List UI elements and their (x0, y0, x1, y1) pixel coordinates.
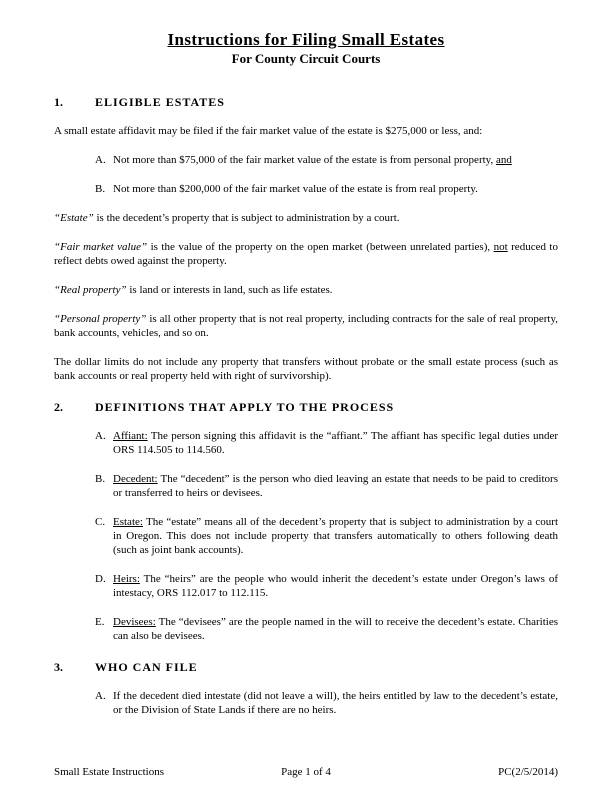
list-item-text: If the decedent died intestate (did not leave a will), the heirs entitled by law to the decedent’s estate, or the Division of State Lands if there are no heirs. (113, 690, 558, 716)
section-1-heading (54, 95, 558, 109)
list-marker: D. (95, 573, 106, 585)
list-item-1a (54, 153, 558, 167)
footer-form-code: PC(2/5/2014) (498, 766, 558, 778)
list-item-2d-heirs (54, 572, 558, 600)
list-marker: E. (95, 616, 105, 628)
list-marker: A. (95, 690, 106, 702)
paragraph-personal-property-definition: “Personal property” is all other property that is not real property, including contracts for the sale of real property, bank accounts, vehicles, and so on. (54, 313, 559, 339)
list-marker: A. (95, 430, 106, 442)
section-2-title: DEFINITIONS THAT APPLY TO THE PROCESS (95, 400, 395, 414)
list-marker: B. (95, 183, 106, 195)
section-3-title: WHO CAN FILE (95, 660, 198, 674)
section-1-number: 1. (54, 95, 63, 109)
section-2-heading (54, 400, 558, 414)
list-item-2b-decedent (54, 472, 558, 500)
paragraph-intro: A small estate affidavit may be filed if the fair market value of the estate is $275,000 or less, and: (54, 125, 483, 137)
list-item-text: Estate: The “estate” means all of the decedent’s property that is subject to administration by a court in Oregon. This does not include property that transfers automatically to others following death (such as joint bank accounts). (113, 516, 558, 556)
section-2-number: 2. (54, 400, 63, 414)
document-body (54, 30, 558, 717)
list-item-1b (54, 182, 558, 196)
section-3-number: 3. (54, 660, 63, 674)
list-item-text: Heirs: The “heirs” are the people who would inherit the decedent’s estate under Oregon’s laws of intestacy, ORS 112.017 to 112.115. (113, 573, 558, 599)
paragraph-real-property-definition: “Real property” is land or interests in land, such as life estates. (54, 284, 333, 296)
paragraph-estate-definition: “Estate” is the decedent’s property that is subject to administration by a court. (54, 212, 400, 224)
list-item-2e-devisees (54, 615, 558, 643)
list-item-text: Devisees: The “devisees” are the people named in the will to receive the decedent’s estate. Charities can also be devisees. (113, 616, 558, 642)
document-title: Instructions for Filing Small Estates (167, 30, 445, 49)
section-1-title: ELIGIBLE ESTATES (95, 95, 225, 109)
footer-page-number: Page 1 of 4 (281, 766, 331, 778)
list-item-text: Decedent: The “decedent” is the person who died leaving an estate that needs to be paid to creditors or transferred to heirs or devisees. (113, 473, 558, 499)
list-item-text: Not more than $75,000 of the fair market value of the estate is from personal property, and (113, 154, 512, 166)
section-3-heading (54, 660, 558, 674)
page-footer (54, 765, 558, 779)
paragraph-dollar-limits: The dollar limits do not include any property that transfers without probate or the small estate process (such as bank accounts or real property held with right of survivorship). (54, 356, 558, 382)
list-marker: C. (95, 516, 106, 528)
list-item-3a (54, 689, 558, 717)
document-subtitle: For County Circuit Courts (231, 51, 381, 66)
list-marker: A. (95, 154, 106, 166)
footer-document-name: Small Estate Instructions (54, 766, 164, 778)
list-marker: B. (95, 473, 106, 485)
list-item-text: Affiant: The person signing this affidavit is the “affiant.” The affiant has specific legal duties under ORS 114.505 to 114.560. (113, 430, 558, 456)
paragraph-fair-market-value-definition: “Fair market value” is the value of the property on the open market (between unrelated parties), not reduced to reflect debts owed against the property. (54, 241, 558, 267)
list-item-text: Not more than $200,000 of the fair market value of the estate is from real property. (113, 183, 478, 195)
list-item-2c-estate (54, 515, 558, 557)
list-item-2a-affiant (54, 429, 558, 457)
